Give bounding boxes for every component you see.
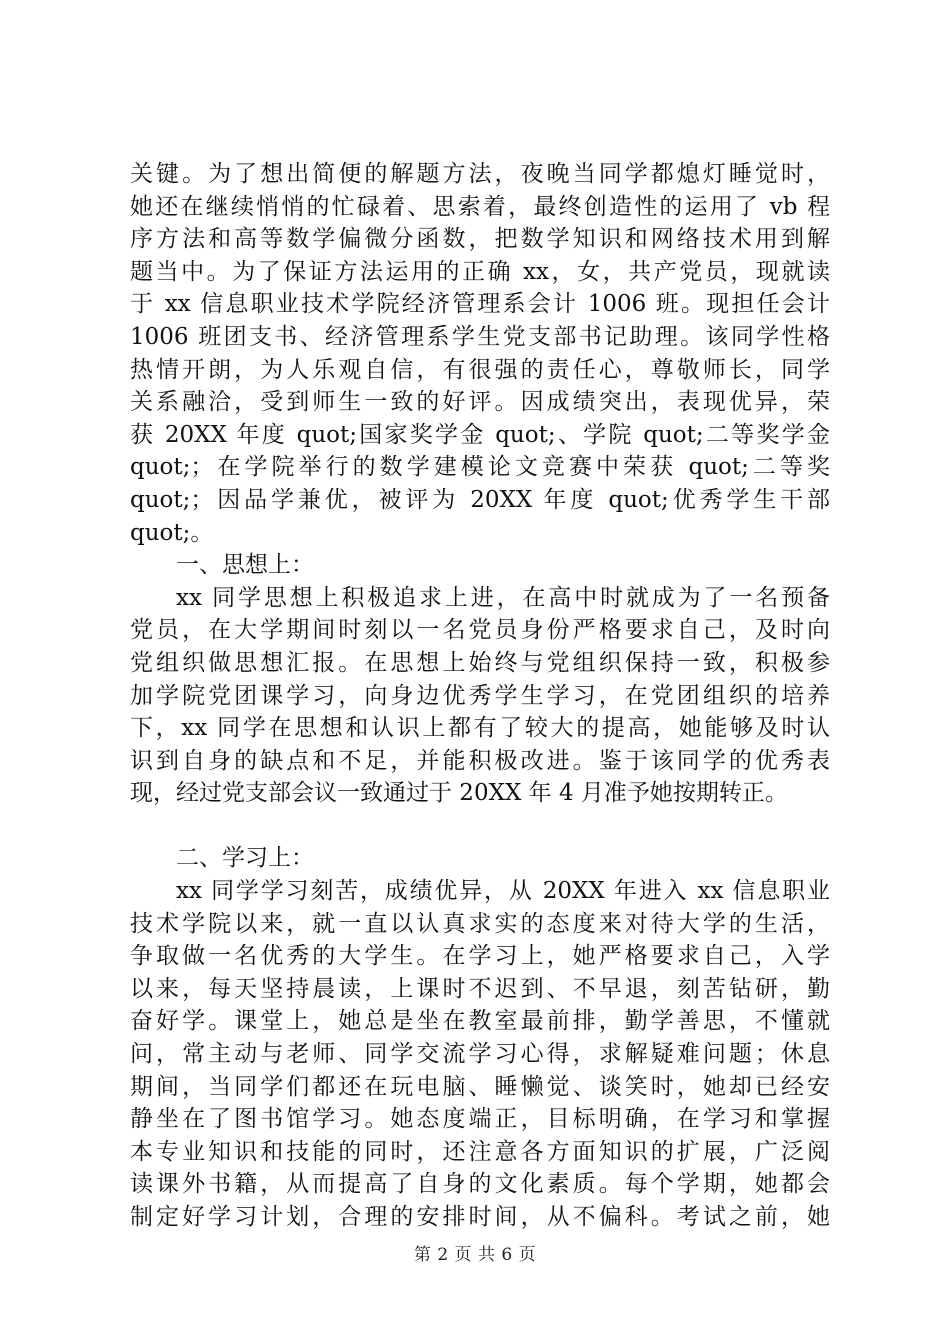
text-line: 序方法和高等数学偏微分函数，把数学知识和网络技术用到解 xyxy=(130,226,830,253)
text-line: 加学院党团课学习，向身边优秀学生学习，在党团组织的培养 xyxy=(130,682,830,709)
text-line: 她还在继续悄悄的忙碌着、思索着，最终创造性的运用了 vb 程 xyxy=(130,193,830,220)
text-line: xx 同学学习刻苦，成绩优异，从 20XX 年进入 xx 信息职业 xyxy=(176,878,830,905)
text-line: quot;；因品学兼优，被评为 20XX 年度 quot;优秀学生干部 xyxy=(130,486,830,513)
text-line: xx 同学思想上积极追求上进，在高中时就成为了一名预备 xyxy=(176,584,830,611)
text-line: 获 20XX 年度 quot;国家奖学金 quot;、学院 quot;二等奖学金 xyxy=(130,421,830,448)
text-line: 关键。为了想出简便的解题方法，夜晚当同学都熄灯睡觉时， xyxy=(130,161,830,187)
document-body xyxy=(130,158,830,1234)
text-line: 识到自身的缺点和不足，并能积极改进。鉴于该同学的优秀表 xyxy=(130,747,830,774)
text-line: 1006 班团支书、经济管理系学生党支部书记助理。该同学性格 xyxy=(130,323,830,350)
text-line: 现，经过党支部会议一致通过于 20XX 年 4 月准予她按期转正。 xyxy=(130,780,788,807)
section-heading-study: 二、学习上： xyxy=(176,845,314,872)
text-line: 读课外书籍，从而提高了自身的文化素质。每个学期，她都会 xyxy=(130,1171,830,1198)
paragraph-thought xyxy=(130,582,830,810)
text-line: quot;。 xyxy=(130,519,214,546)
text-line: 奋好学。课堂上，她总是坐在教室最前排，勤学善思，不懂就 xyxy=(130,1008,830,1035)
text-line: 制定好学习计划，合理的安排时间，从不偏科。考试之前，她 xyxy=(130,1204,830,1230)
page-indicator: 第 2 页 共 6 页 xyxy=(413,1245,537,1265)
blank-line xyxy=(130,810,830,843)
text-line: quot;；在学院举行的数学建模论文竞赛中荣获 quot;二等奖 xyxy=(130,454,830,481)
text-line: 关系融洽，受到师生一致的好评。因成绩突出，表现优异，荣 xyxy=(130,389,830,416)
text-line: 争取做一名优秀的大学生。在学习上，她严格要求自己，入学 xyxy=(130,943,830,970)
text-line: 期间，当同学们都还在玩电脑、睡懒觉、谈笑时，她却已经安 xyxy=(130,1073,830,1100)
text-line: 题当中。为了保证方法运用的正确 xx，女，共产党员，现就读 xyxy=(130,258,830,285)
text-line: 技术学院以来，就一直以认真求实的态度来对待大学的生活， xyxy=(130,910,830,937)
page-footer xyxy=(0,1240,950,1265)
text-line: 以来，每天坚持晨读，上课时不迟到、不早退，刻苦钻研，勤 xyxy=(130,975,830,1002)
section-heading-thought: 一、思想上： xyxy=(176,552,314,579)
text-line: 下，xx 同学在思想和认识上都有了较大的提高，她能够及时认 xyxy=(130,715,830,742)
text-line: 问，常主动与老师、同学交流学习心得，求解疑难问题；休息 xyxy=(130,1041,830,1068)
text-line: 党员，在大学期间时刻以一名党员身份严格要求自己，及时向 xyxy=(130,617,830,644)
text-line: 党组织做思想汇报。在思想上始终与党组织保持一致，积极参 xyxy=(130,649,830,676)
paragraph-intro xyxy=(130,158,830,549)
text-line: 静坐在了图书馆学习。她态度端正，目标明确，在学习和掌握 xyxy=(130,1106,830,1133)
text-line: 于 xx 信息职业技术学院经济管理系会计 1006 班。现担任会计 xyxy=(130,291,830,318)
paragraph-study xyxy=(130,875,830,1234)
text-line: 热情开朗，为人乐观自信，有很强的责任心，尊敬师长，同学 xyxy=(130,356,830,383)
text-line: 本专业知识和技能的同时，还注意各方面知识的扩展，广泛阅 xyxy=(130,1138,830,1165)
